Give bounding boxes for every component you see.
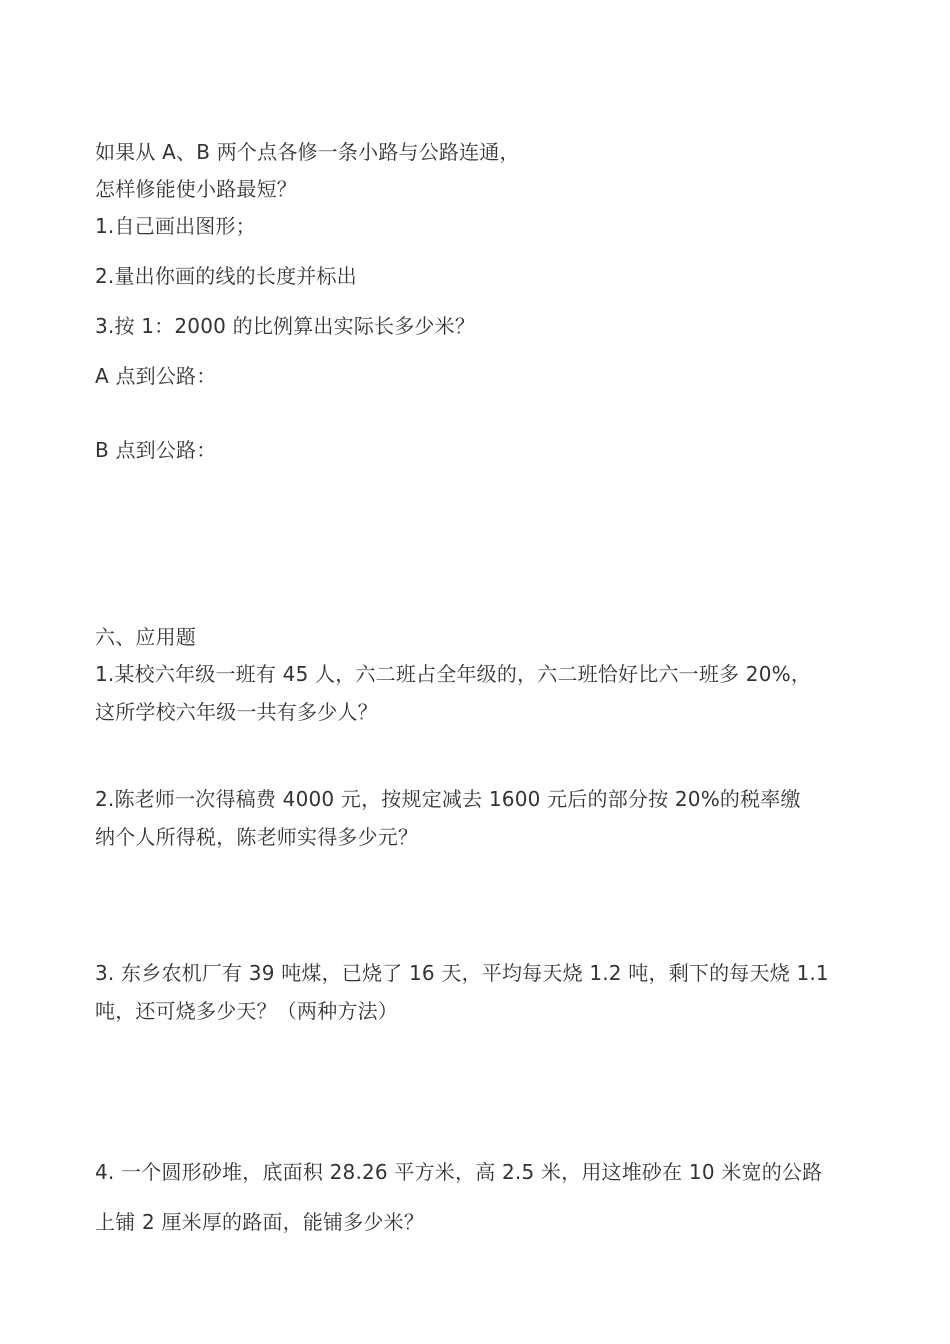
task-1: 1.自己画出图形； (95, 214, 256, 238)
section-heading: 六、应用题 (95, 625, 196, 649)
b-point-label: B 点到公路： (95, 438, 217, 462)
question-1-line-1: 1.某校六年级一班有 45 人，六二班占全年级的，六二班恰好比六一班多 20%， (95, 662, 812, 686)
task-2: 2.量出你画的线的长度并标出 (95, 264, 357, 288)
question-1-line-2: 这所学校六年级一共有多少人？ (95, 700, 378, 724)
intro-line-2: 怎样修能使小路最短？ (95, 177, 297, 201)
question-3-line-2: 吨，还可烧多少天？（两种方法） (95, 999, 398, 1023)
a-point-label: A 点到公路： (95, 364, 217, 388)
question-2-line-1: 2.陈老师一次得稿费 4000 元，按规定减去 1600 元后的部分按 20%的税率缴 (95, 787, 801, 811)
question-2-line-2: 纳个人所得税，陈老师实得多少元？ (95, 825, 419, 849)
question-3-line-1: 3. 东乡农机厂有 39 吨煤，已烧了 16 天，平均每天烧 1.2 吨，剩下的每天烧 1.1 (95, 961, 829, 985)
task-3: 3.按 1：2000 的比例算出实际长多少米？ (95, 314, 476, 338)
question-4-line-1: 4. 一个圆形砂堆，底面积 28.26 平方米，高 2.5 米，用这堆砂在 10 米宽的公路 (95, 1160, 823, 1184)
question-4-line-2: 上铺 2 厘米厚的路面，能铺多少米？ (95, 1210, 425, 1234)
intro-line-1: 如果从 A、B 两个点各修一条小路与公路连通， (95, 140, 520, 164)
